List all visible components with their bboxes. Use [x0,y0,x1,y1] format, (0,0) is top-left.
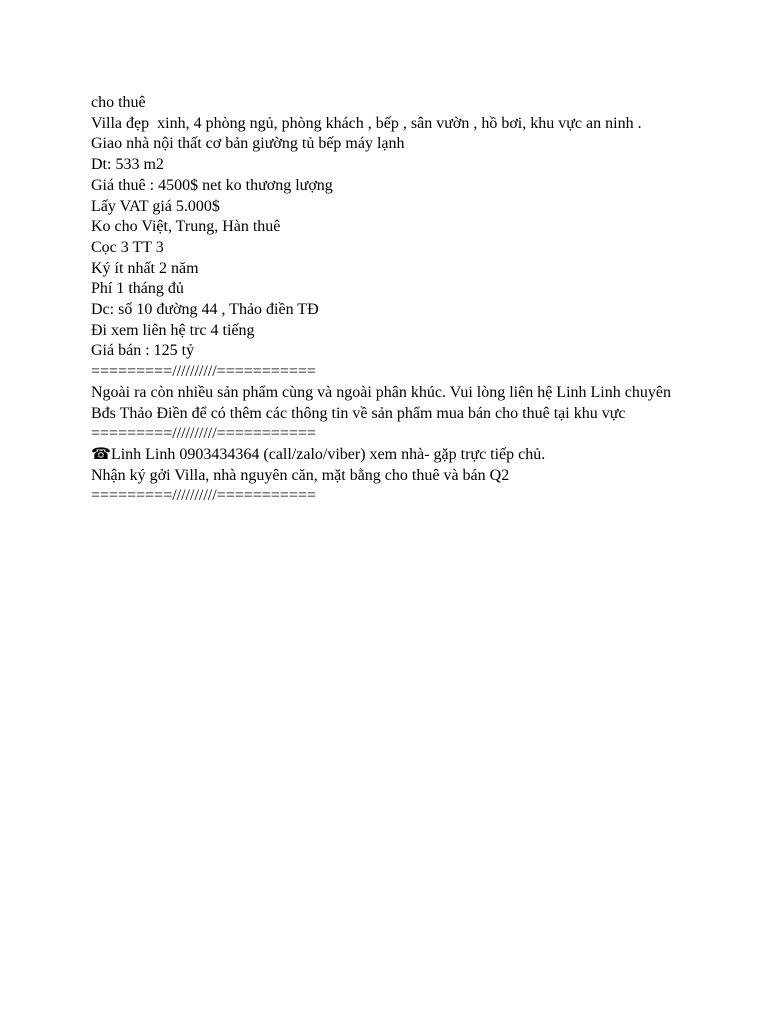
phone-icon: ☎ [91,445,111,463]
text-line-furniture: Giao nhà nội thất cơ bản giường tủ bếp máy lạnh [91,135,405,153]
contact-text: Linh Linh 0903434364 (call/zalo/viber) xem nhà- gặp trực tiếp chủ. [110,445,546,463]
text-line-villa-description: Villa đẹp xinh, 4 phòng ngủ, phòng khách , bếp , sân vườn , hồ bơi, khu vực an ninh . [91,114,642,132]
contact-line [91,445,683,466]
info-paragraph: Ngoài ra còn nhiều sản phẩm cùng và ngoài phân khúc. Vui lòng liên hệ Linh Linh chuyên Bđs Thảo Điền để có thêm các thông tin về sản phẩm mua bán cho thuê tại khu vực [91,383,675,422]
text-line-rent-price: Giá thuê : 4500$ net ko thương lượng [91,176,333,194]
text-line-title: cho thuê [91,94,146,111]
text-line-contract-term: Ký ít nhất 2 năm [91,259,199,277]
text-line-sale-price: Giá bán : 125 tỷ [91,342,195,360]
text-line-area: Dt: 533 m2 [91,156,164,174]
text-line-tenant-restriction: Ko cho Việt, Trung, Hàn thuê [91,218,281,236]
separator-line: =========//////////=========== [91,487,316,505]
text-line-deposit: Cọc 3 TT 3 [91,238,164,256]
document-body [91,93,683,507]
text-line-vat-price: Lấy VAT giá 5.000$ [91,197,220,215]
text-line-fee: Phí 1 tháng đủ [91,280,184,298]
text-line-viewing-notice: Đi xem liên hệ trc 4 tiếng [91,321,255,339]
separator-line: =========//////////=========== [91,363,316,381]
consignment-line: Nhận ký gởi Villa, nhà nguyên căn, mặt bằng cho thuê và bán Q2 [91,466,510,484]
text-line-address: Dc: số 10 đường 44 , Thảo điền TĐ [91,301,319,319]
separator-line: =========//////////=========== [91,425,316,443]
